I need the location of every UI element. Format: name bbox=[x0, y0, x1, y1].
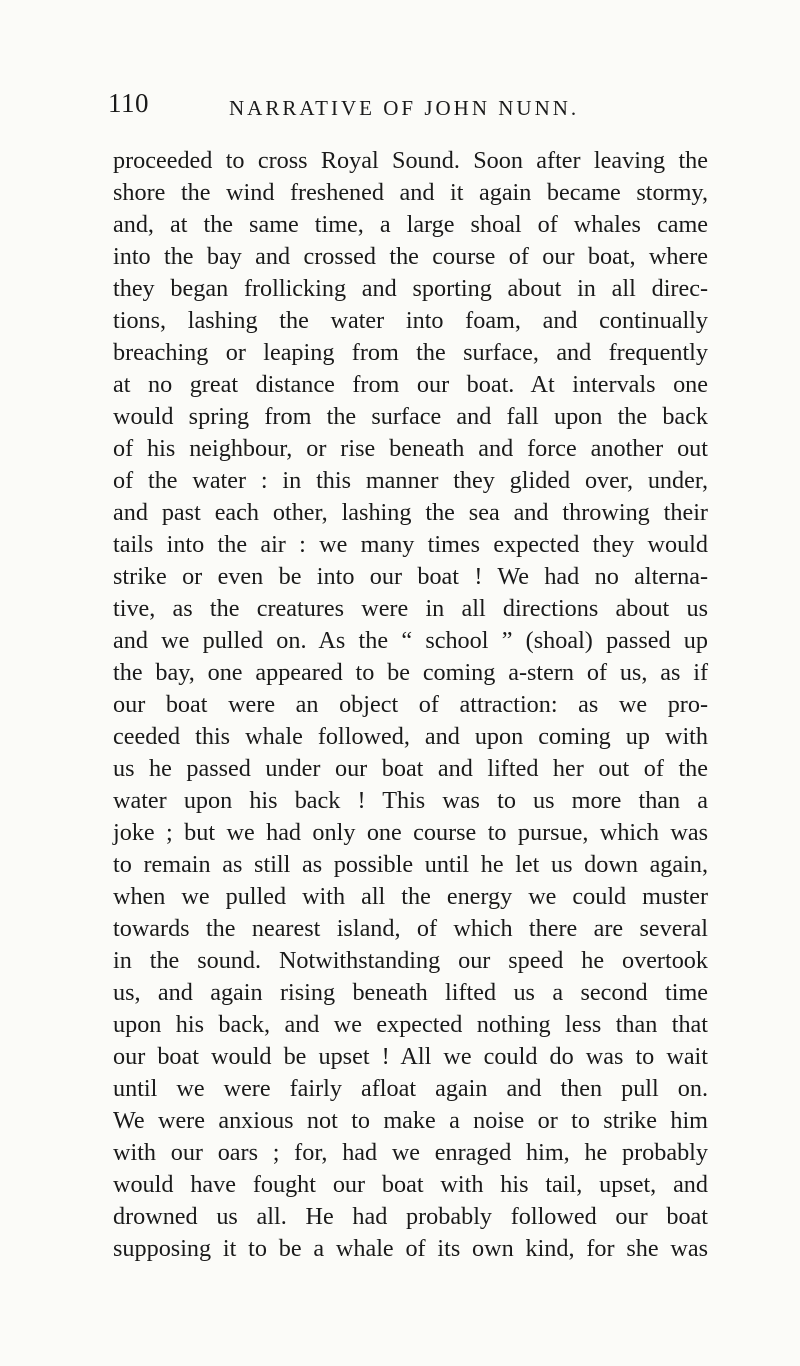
text-line: us he passed under our boat and lifted her out of the bbox=[113, 755, 708, 782]
text-line: at no great distance from our boat. At intervals one bbox=[113, 371, 708, 398]
text-line: tails into the air : we many times expected they would bbox=[113, 531, 708, 558]
text-line: towards the nearest island, of which there are several bbox=[113, 915, 708, 942]
text-line: strike or even be into our boat ! We had no alterna- bbox=[113, 563, 708, 590]
page-number: 110 bbox=[108, 88, 149, 118]
running-head bbox=[108, 88, 718, 128]
text-line: of the water : in this manner they glided over, under, bbox=[113, 467, 708, 494]
text-line: they began frollicking and sporting about in all direc- bbox=[113, 275, 708, 302]
text-line: proceeded to cross Royal Sound. Soon after leaving the bbox=[113, 147, 708, 174]
text-line: upon his back, and we expected nothing less than that bbox=[113, 1011, 708, 1038]
text-line: tive, as the creatures were in all directions about us bbox=[113, 595, 708, 622]
text-line: joke ; but we had only one course to pursue, which was bbox=[113, 819, 708, 846]
text-line: the bay, one appeared to be coming a-stern of us, as if bbox=[113, 659, 708, 686]
text-line: to remain as still as possible until he let us down again, bbox=[113, 851, 708, 878]
text-line: We were anxious not to make a noise or to strike him bbox=[113, 1107, 708, 1134]
text-line: ceeded this whale followed, and upon coming up with bbox=[113, 723, 708, 750]
text-line: with our oars ; for, had we enraged him, he probably bbox=[113, 1139, 708, 1166]
text-line: shore the wind freshened and it again became stormy, bbox=[113, 179, 708, 206]
text-line: and, at the same time, a large shoal of whales came bbox=[113, 211, 708, 238]
text-line: until we were fairly afloat again and then pull on. bbox=[113, 1075, 708, 1102]
text-line: our boat were an object of attraction: as we pro- bbox=[113, 691, 708, 718]
text-line: would have fought our boat with his tail, upset, and bbox=[113, 1171, 708, 1198]
text-line: would spring from the surface and fall upon the back bbox=[113, 403, 708, 430]
text-line: and we pulled on. As the “ school ” (shoal) passed up bbox=[113, 627, 708, 654]
text-line: into the bay and crossed the course of our boat, where bbox=[113, 243, 708, 270]
text-line: when we pulled with all the energy we could muster bbox=[113, 883, 708, 910]
text-line: water upon his back ! This was to us more than a bbox=[113, 787, 708, 814]
text-line: us, and again rising beneath lifted us a second time bbox=[113, 979, 708, 1006]
text-line: in the sound. Notwithstanding our speed he overtook bbox=[113, 947, 708, 974]
text-line: drowned us all. He had probably followed our boat bbox=[113, 1203, 708, 1230]
body-text bbox=[113, 145, 708, 1265]
text-line: supposing it to be a whale of its own kind, for she was bbox=[113, 1235, 708, 1262]
text-line: breaching or leaping from the surface, and frequently bbox=[113, 339, 708, 366]
text-line: tions, lashing the water into foam, and continually bbox=[113, 307, 708, 334]
text-line: our boat would be upset ! All we could do was to wait bbox=[113, 1043, 708, 1070]
text-line: of his neighbour, or rise beneath and force another out bbox=[113, 435, 708, 462]
text-line: and past each other, lashing the sea and throwing their bbox=[113, 499, 708, 526]
running-title: NARRATIVE OF JOHN NUNN. bbox=[229, 96, 580, 120]
